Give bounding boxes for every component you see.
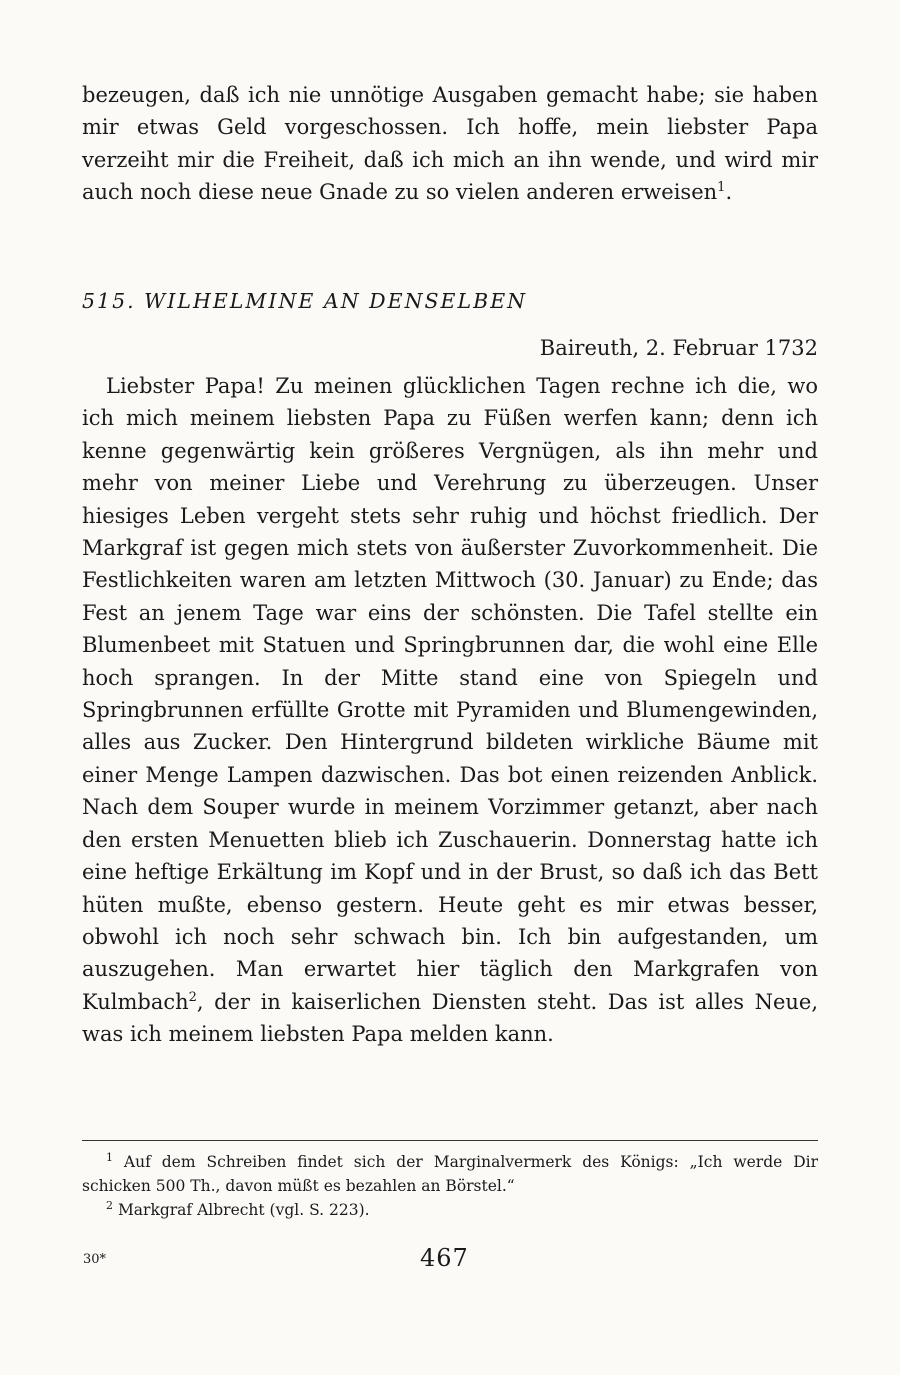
footnote-text: Auf dem Schreiben findet sich der Marginalvermerk des Königs: „Ich werde Dir schicken 500 Th., davon müßt es bezahlen an Börstel.“	[82, 1153, 818, 1195]
footnote-reference[interactable]: 2	[188, 989, 197, 1005]
paragraph-continued	[82, 79, 818, 209]
letter-text-part2: , der in kaiserlichen Diensten steht. Das ist alles Neue, was ich meinem liebsten Papa melden kann.	[82, 989, 818, 1047]
letter-text-part1: Liebster Papa! Zu meinen glücklichen Tagen rechne ich die, wo ich mich meinem liebsten Papa zu Füßen werfen kann; denn ich kenne gegenwärtig kein größeres Vergnügen, als ihn mehr und mehr von meiner Liebe und Verehrung zu überzeugen. Unser hiesiges Leben vergeht stets sehr ruhig und höchst friedlich. Der Markgraf ist gegen mich stets von äußerster Zuvorkommenheit. Die Festlichkeiten waren am letzten Mittwoch (30. Januar) zu Ende; das Fest an jenem Tage war eins der schönsten. Die Tafel stellte ein Blumenbeet mit Statuen und Springbrunnen dar, die wohl eine Elle hoch sprangen. In der Mitte stand eine von Spiegeln und Springbrunnen erfüllte Grotte mit Pyramiden und Blumengewinden, alles aus Zucker. Den Hintergrund bildeten wirkliche Bäume mit einer Menge Lampen dazwischen. Das bot einen reizenden Anblick. Nach dem Souper wurde in meinem Vorzimmer getanzt, aber nach den ersten Menuetten blieb ich Zuschauerin. Donnerstag hatte ich eine heftige Erkältung im Kopf und in der Brust, so daß ich das Bett hüten mußte, ebenso gestern. Heute geht es mir etwas besser, obwohl ich noch sehr schwach bin. Ich bin aufgestanden, um auszugehen. Man erwartet hier täglich den Markgrafen von Kulmbach	[82, 374, 818, 1014]
page-number: 467	[420, 1244, 469, 1272]
footnote-1	[82, 1150, 818, 1198]
paragraph-text: bezeugen, daß ich nie unnötige Ausgaben gemacht habe; sie haben mir etwas Geld vorgeschossen. Ich hoffe, mein liebster Papa verzeiht mir die Freiheit, daß ich mich an ihn wende, und wird mir auch noch diese neue Gnade zu so vielen anderen erweisen	[82, 83, 818, 205]
footnote-mark: 2	[106, 1198, 113, 1212]
footnote-divider	[82, 1140, 818, 1141]
signature-mark: 30*	[83, 1252, 107, 1267]
footnote-text: Markgraf Albrecht (vgl. S. 223).	[117, 1201, 370, 1219]
footnotes	[82, 1150, 818, 1222]
letter-dateline: Baireuth, 2. Februar 1732	[539, 336, 818, 360]
footnote-mark: 1	[106, 1150, 113, 1164]
letter-heading: 515. WILHELMINE AN DENSELBEN	[82, 289, 528, 313]
footnote-2	[82, 1198, 818, 1222]
footnote-reference[interactable]: 1	[717, 180, 726, 196]
letter-body	[82, 370, 818, 1051]
paragraph-end-punctuation: .	[725, 180, 733, 205]
